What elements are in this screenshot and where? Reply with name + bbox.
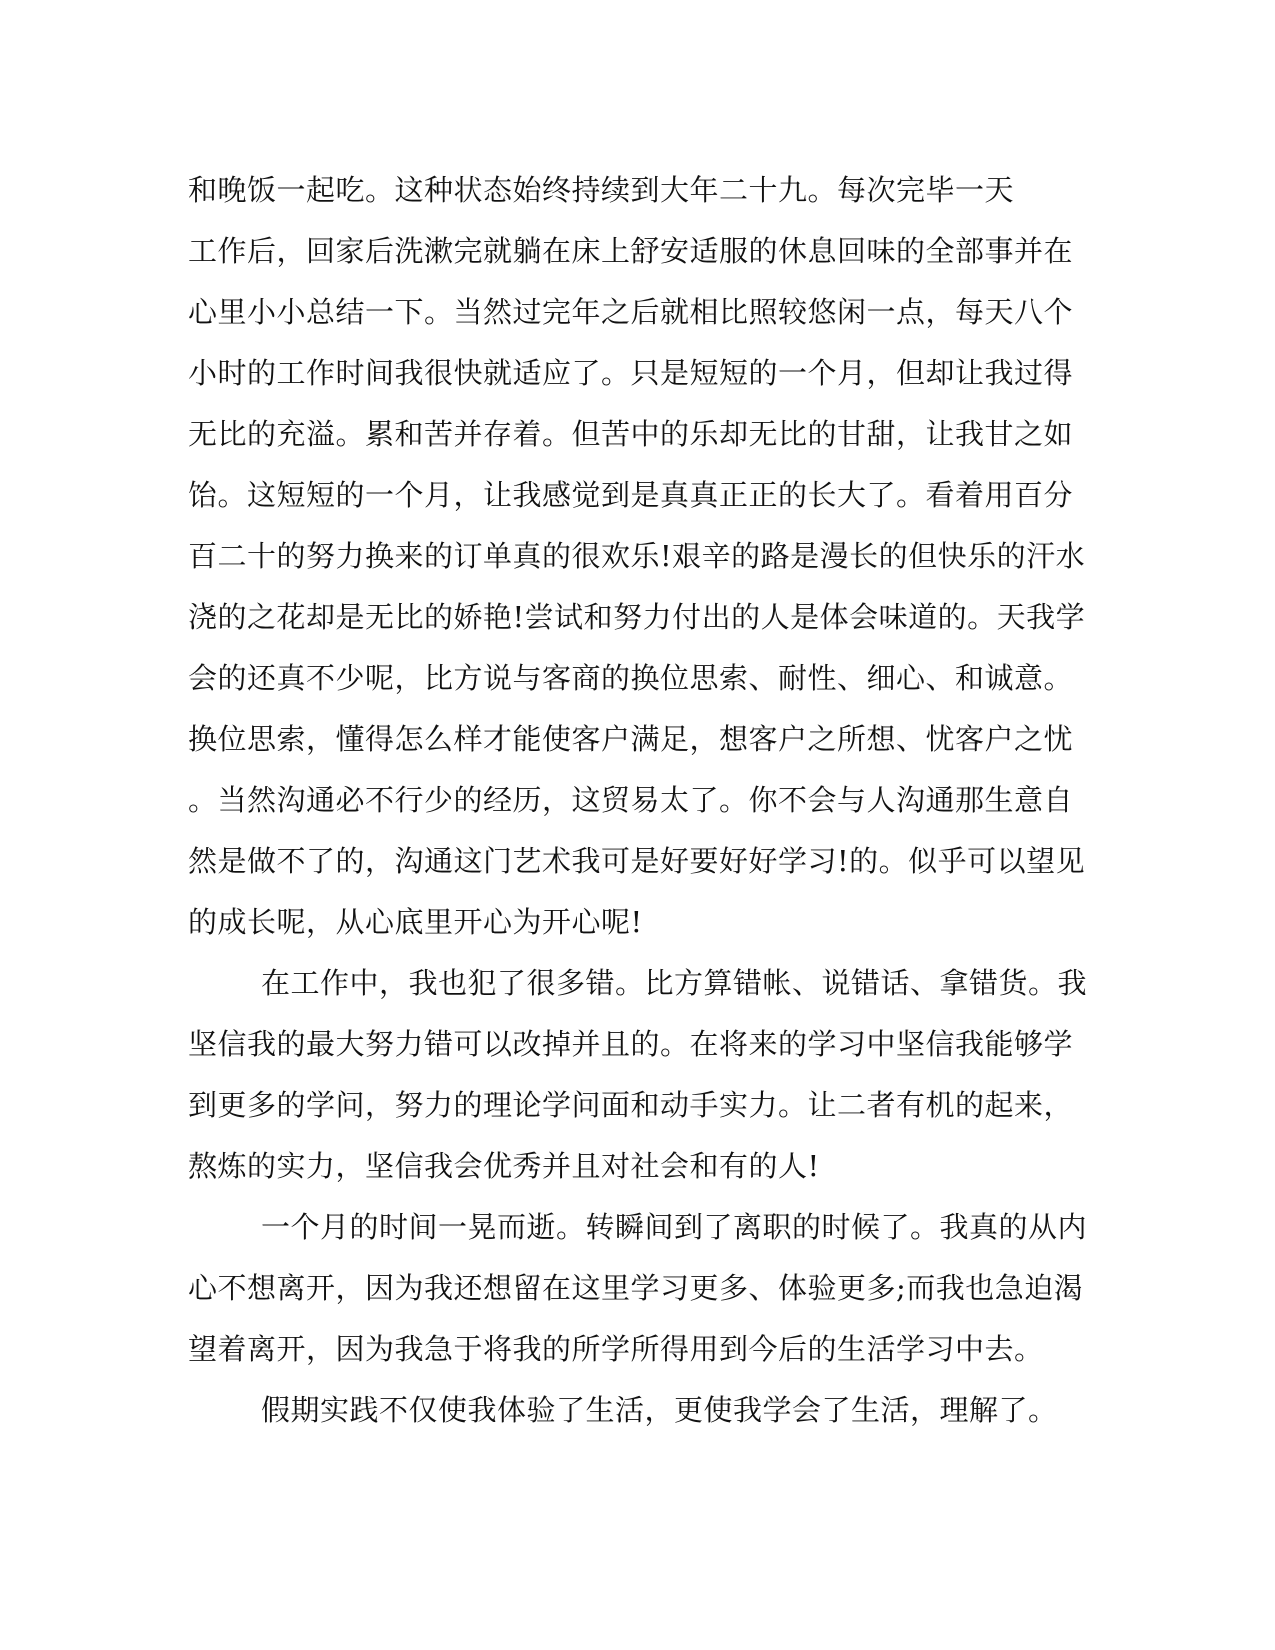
text-line: 的成长呢，从心底里开心为开心呢! <box>188 905 643 939</box>
text-line: 心里小小总结一下。当然过完年之后就相比照较悠闲一点，每天八个 <box>188 295 1074 329</box>
text-line: 心不想离开，因为我还想留在这里学习更多、体验更多;而我也急迫渴 <box>188 1271 1084 1305</box>
text-line: 会的还真不少呢，比方说与客商的换位思索、耐性、细心、和诚意。 <box>188 661 1074 695</box>
text-line: 然是做不了的，沟通这门艺术我可是好要好好学习!的。似乎可以望见 <box>188 844 1086 878</box>
text-line: 百二十的努力换来的订单真的很欢乐!艰辛的路是漫长的但快乐的汗水 <box>188 539 1086 573</box>
paragraph-start-line: 一个月的时间一晃而逝。转瞬间到了离职的时候了。我真的从内 <box>261 1210 1088 1244</box>
text-line: 熬炼的实力，坚信我会优秀并且对社会和有的人! <box>188 1149 820 1183</box>
text-line: 换位思索，懂得怎么样才能使客户满足，想客户之所想、忧客户之忧 <box>188 722 1074 756</box>
text-line: 和晚饭一起吃。这种状态始终持续到大年二十九。每次完毕一天 <box>188 173 1015 207</box>
text-line: 浇的之花却是无比的娇艳!尝试和努力付出的人是体会味道的。天我学 <box>188 600 1086 634</box>
paragraph-start-line: 在工作中，我也犯了很多错。比方算错帐、说错话、拿错货。我 <box>261 966 1088 1000</box>
text-line: 到更多的学问，努力的理论学问面和动手实力。让二者有机的起来， <box>188 1088 1074 1122</box>
text-line: 小时的工作时间我很快就适应了。只是短短的一个月，但却让我过得 <box>188 356 1074 390</box>
text-line: 望着离开，因为我急于将我的所学所得用到今后的生活学习中去。 <box>188 1332 1044 1366</box>
document-body <box>188 160 1088 1441</box>
text-line: 无比的充溢。累和苦并存着。但苦中的乐却无比的甘甜，让我甘之如 <box>188 417 1074 451</box>
text-line: 工作后，回家后洗漱完就躺在床上舒安适服的休息回味的全部事并在 <box>188 234 1074 268</box>
text-line: 饴。这短短的一个月，让我感觉到是真真正正的长大了。看着用百分 <box>188 478 1074 512</box>
paragraph-start-line: 假期实践不仅使我体验了生活，更使我学会了生活，理解了。 <box>261 1393 1058 1427</box>
text-line: 。当然沟通必不行少的经历，这贸易太了。你不会与人沟通那生意自 <box>188 783 1074 817</box>
text-line: 坚信我的最大努力错可以改掉并且的。在将来的学习中坚信我能够学 <box>188 1027 1074 1061</box>
